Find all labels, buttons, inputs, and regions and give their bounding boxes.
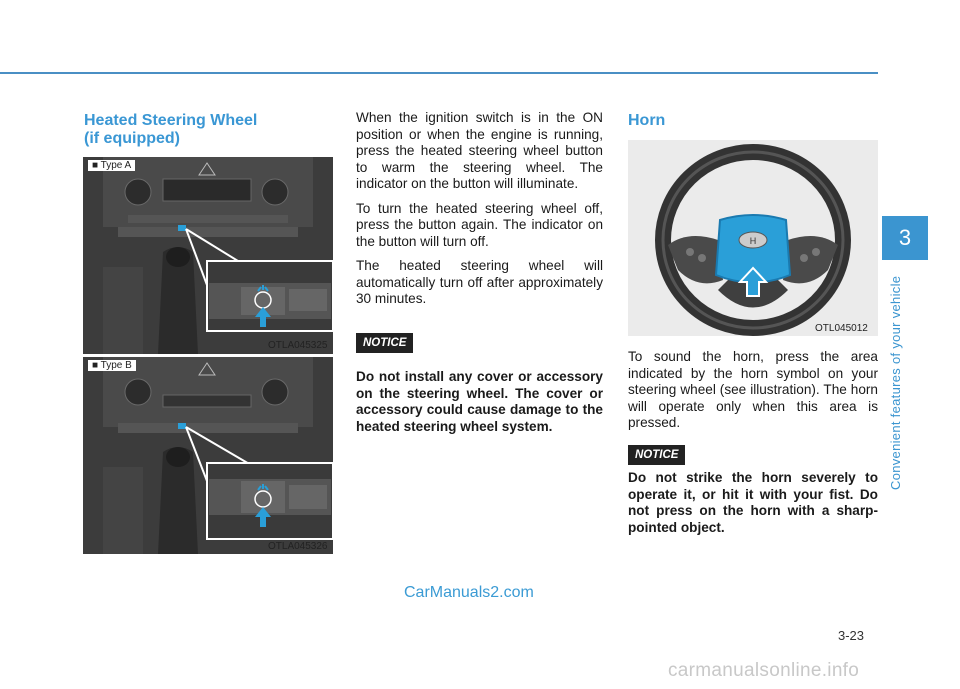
horn-notice-badge: NOTICE [628,445,685,465]
heading-line-1: Heated Steering Wheel [84,112,258,129]
steering-wheel-illustration [628,140,878,336]
figure-type-b [83,357,333,554]
notice-badge: NOTICE [356,333,413,353]
watermark-link[interactable]: CarManuals2.com [404,584,534,601]
figure-code-a: OTLA045325 [268,340,328,351]
figure-horn [628,140,878,336]
svg-text:H: H [749,236,757,246]
section-heading-horn: Horn [628,112,666,129]
horn-notice-text: Do not strike the horn severely to operate it, or hit it with your fist. Do not press on the horn with a sharp-pointed object. [628,470,878,535]
type-a-label: ■ Type A [88,160,135,171]
heated-wheel-console-illustration-a [83,157,333,354]
section-heading-heated-steering [84,112,257,148]
heading-line-2: (if equipped) [84,130,180,147]
heated-steering-body [356,110,603,316]
notice-text: Do not install any cover or accessory on the steering wheel. The cover or accessory could cause damage to the heated steering wheel system. [356,369,603,434]
paragraph-1: When the ignition switch is in the ON position or when the engine is running, press the heated steering wheel button to warm the steering wheel. The indicator on the button will illuminate. [356,110,603,191]
figure-code-b: OTLA045326 [268,541,328,552]
header-rule [0,72,878,74]
figure-type-a [83,157,333,354]
paragraph-2: To turn the heated steering wheel off, press the button again. The indicator on the button will turn off. [356,200,603,249]
horn-paragraph-1: To sound the horn, press the area indicated by the horn symbol on your steering wheel (see illustration). The horn will operate only when this area is pressed. [628,349,878,430]
page-number: 3-23 [838,628,865,643]
type-b-label: ■ Type B [88,360,136,371]
watermark-footer: carmanualsonline.info [668,660,860,681]
figure-code-horn: OTL045012 [815,323,868,334]
chapter-title: Convenient features of your vehicle [888,275,903,490]
paragraph-3: The heated steering wheel will automatically turn off after approximately 30 minutes. [356,258,603,306]
chapter-number: 3 [898,225,912,250]
horn-body [628,349,878,440]
heated-wheel-console-illustration-b [83,357,333,554]
